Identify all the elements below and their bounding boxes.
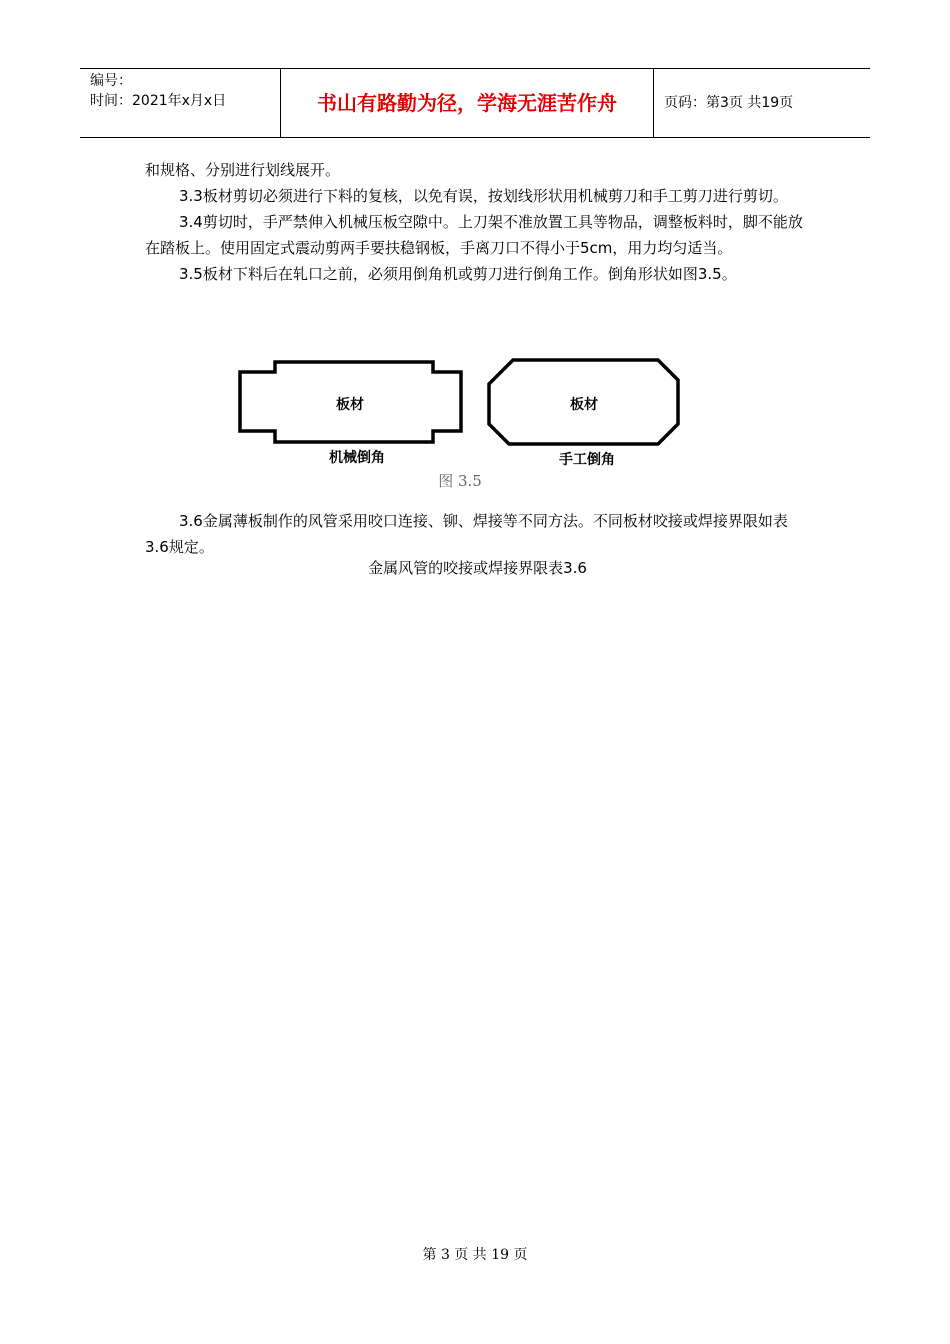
- time-label: 时间：2021年x月x日: [90, 93, 227, 109]
- header-meta: [80, 69, 281, 137]
- table-caption: 金属风管的咬接或焊接界限表3.6: [368, 559, 587, 577]
- right-box-label: 板材: [570, 397, 598, 413]
- chamfer-diagram: [230, 352, 690, 470]
- paragraph-continuation: 和规格、分别进行划线展开。: [145, 161, 341, 179]
- paragraph-3-5: 3.5板材下料后在轧口之前，必须用倒角机或剪刀进行倒角工作。倒角形状如图3.5。: [179, 265, 737, 283]
- header-motto: 书山有路勤为径，学海无涯苦作舟: [281, 69, 654, 137]
- right-caption: 手工倒角: [559, 452, 615, 468]
- figure-caption: 图 3.5: [438, 472, 482, 490]
- header-page-info: 页码：第3页 共19页: [664, 95, 794, 111]
- page-header: [80, 68, 870, 138]
- left-caption: 机械倒角: [329, 450, 385, 466]
- paragraph-3-6: 3.6金属薄板制作的风管采用咬口连接、铆、焊接等不同方法。不同板材咬接或焊接界限如表3.6规定。: [145, 512, 788, 556]
- paragraph-3-4: 3.4剪切时，手严禁伸入机械压板空隙中。上刀架不准放置工具等物品，调整板料时，脚不能放在踏板上。使用固定式震动剪两手要扶稳钢板，手离刀口不得小于5cm，用力均匀适当。: [145, 213, 803, 257]
- number-label: 编号：: [90, 73, 132, 89]
- figure-3-5: [230, 352, 690, 500]
- left-box-label: 板材: [336, 397, 364, 413]
- page-footer: 第 3 页 共 19 页: [422, 1247, 528, 1263]
- paragraph-3-3: 3.3板材剪切必须进行下料的复核，以免有误，按划线形状用机械剪刀和手工剪刀进行剪切。: [179, 187, 788, 205]
- body-text-bottom: [145, 508, 810, 560]
- body-text-top: [145, 157, 810, 287]
